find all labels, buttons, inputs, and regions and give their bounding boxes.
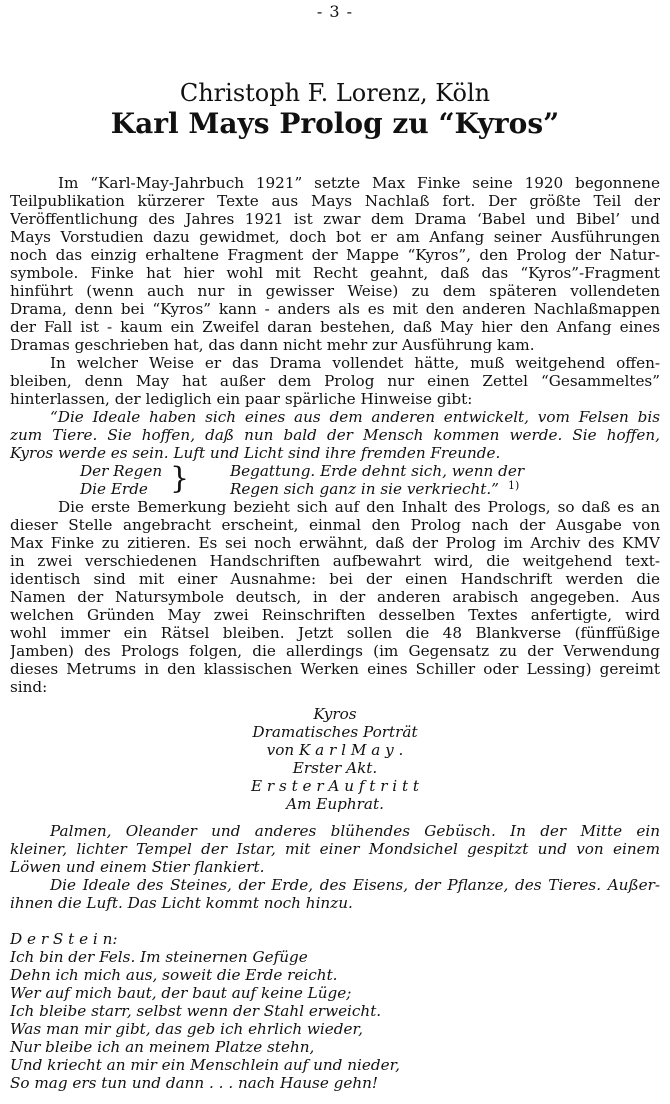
para3-line: Jamben) des Prologs folgen, die allerdings (im Gegensatz zu der Verwendung xyxy=(10,642,660,660)
drama-author: von K a r l M a y . xyxy=(266,741,404,759)
verse-line: Nur bleibe ich an meinem Platze stehn, xyxy=(10,1038,315,1056)
drama-subtitle: Dramatisches Porträt xyxy=(252,723,418,741)
para3-line: wohl immer ein Rätsel bleiben. Jetzt sollen die 48 Blankverse (fünffüßige xyxy=(10,624,660,642)
para3-line: Die erste Bemerkung bezieht sich auf den Inhalt des Prologs, so daß es an xyxy=(58,498,660,516)
intro-line: Mays Vorstudien dazu gewidmet, doch bot er am Anfang seiner Ausführungen xyxy=(10,228,660,246)
stage-direction-line: Palmen, Oleander und anderes blühendes Gebüsch. In der Mitte ein xyxy=(50,822,660,840)
quote-line: “Die Ideale haben sich eines aus dem anderen entwickelt, vom Felsen bis xyxy=(50,408,660,426)
para2-line: hinterlassen, der lediglich ein paar spärliche Hinweise gibt: xyxy=(10,390,473,408)
stage-direction-line: Die Ideale des Steines, der Erde, des Eisens, der Pflanze, des Tieres. Außer- xyxy=(50,876,660,894)
intro-line: der Fall ist - kaum ein Zweifel daran bestehen, daß May hier den Anfang eines xyxy=(10,318,660,336)
intro-line: Veröffentlichung des Jahres 1921 ist zwar dem Drama ‘Babel und Bibel’ und xyxy=(10,210,660,228)
para3-line: dieser Stelle angebracht erscheint, einmal den Prolog nach der Ausgabe von xyxy=(10,516,660,534)
intro-line: hinführt (wenn auch nur in gewisser Weise) zu dem späteren vollendeten xyxy=(10,282,660,300)
article-author: Christoph F. Lorenz, Köln xyxy=(179,79,491,107)
stage-direction-line: kleiner, lichter Tempel der Istar, mit einer Mondsichel gespitzt und von einem xyxy=(10,840,660,858)
brace-left-item: Die Erde xyxy=(80,480,148,498)
brace-right-item: Begattung. Erde dehnt sich, wenn der xyxy=(230,462,525,480)
brace-right-item: Regen sich ganz in sie verkriecht.” xyxy=(230,480,499,498)
drama-scene: E r s t e r A u f t r i t t xyxy=(250,777,420,795)
para3-line: sind: xyxy=(10,678,48,696)
footnote-ref: 1) xyxy=(508,479,520,492)
para3-line: welchen Gründen May zwei Reinschriften desselben Textes anfertigte, wird xyxy=(10,606,660,624)
para3-line: Namen der Natursymbole deutsch, in der anderen arabisch angegeben. Aus xyxy=(10,588,660,606)
para2-line: bleiben, denn May hat außer dem Prolog nur einen Zettel “Gesammeltes” xyxy=(10,372,660,390)
page-number: - 3 - xyxy=(316,2,354,21)
para2-line: In welcher Weise er das Drama vollendet hätte, muß weitgehend offen- xyxy=(50,354,660,372)
para3-line: Max Finke zu zitieren. Es sei noch erwähnt, daß der Prolog im Archiv des KMV xyxy=(10,534,660,552)
para3-line: identisch sind mit einer Ausnahme: bei der einen Handschrift werden die xyxy=(10,570,660,588)
intro-line: symbole. Finke hat hier wohl mit Recht geahnt, daß das “Kyros”-Fragment xyxy=(10,264,660,282)
intro-line: Drama, denn bei “Kyros” kann - anders als es mit den anderen Nachlaßmappen xyxy=(10,300,660,318)
brace-icon: } xyxy=(170,461,190,496)
para3-line: in zwei verschiedenen Handschriften aufbewahrt wird, die weitgehend text- xyxy=(10,552,660,570)
verse-line: Ich bin der Fels. Im steinernen Gefüge xyxy=(10,948,308,966)
article-title: Karl Mays Prolog zu “Kyros” xyxy=(110,107,560,140)
drama-title: Kyros xyxy=(313,705,357,723)
quote-line: Kyros werde es sein. Luft und Licht sind ihre fremden Freunde. xyxy=(10,444,501,462)
verse-line: Was man mir gibt, das geb ich ehrlich wieder, xyxy=(10,1020,363,1038)
verse-line: So mag ers tun und dann . . . nach Hause gehn! xyxy=(10,1074,379,1092)
brace-left-item: Der Regen xyxy=(80,462,163,480)
intro-line: Teilpublikation kürzerer Texte aus Mays Nachlaß fort. Der größte Teil der xyxy=(10,192,660,210)
verse-line: Ich bleibe starr, selbst wenn der Stahl erweicht. xyxy=(10,1002,382,1020)
para3-line: dieses Metrums in den klassischen Werken eines Schiller oder Lessing) gereimt xyxy=(10,660,660,678)
verse-line: Wer auf mich baut, der baut auf keine Lüge; xyxy=(10,984,352,1002)
verse-line: Dehn ich mich aus, soweit die Erde reicht. xyxy=(10,966,338,984)
drama-act: Erster Akt. xyxy=(292,759,378,777)
speaker-name: D e r S t e i n: xyxy=(10,930,118,948)
intro-line: Dramas geschrieben hat, das dann nicht mehr zur Ausführung kam. xyxy=(10,336,535,354)
verse-line: Und kriecht an mir ein Menschlein auf und nieder, xyxy=(10,1056,400,1074)
quote-line: zum Tiere. Sie hoffen, daß nun bald der Mensch kommen werde. Sie hoffen, xyxy=(10,426,660,444)
stage-direction-line: ihnen die Luft. Das Licht kommt noch hinzu. xyxy=(10,894,353,912)
drama-location: Am Euphrat. xyxy=(286,795,384,813)
stage-direction-line: Löwen und einem Stier flankiert. xyxy=(10,858,265,876)
intro-line: Im “Karl-May-Jahrbuch 1921” setzte Max Finke seine 1920 begonnene xyxy=(58,174,660,192)
intro-line: noch das einzig erhaltene Fragment der Mappe “Kyros”, den Prolog der Natur- xyxy=(10,246,660,264)
